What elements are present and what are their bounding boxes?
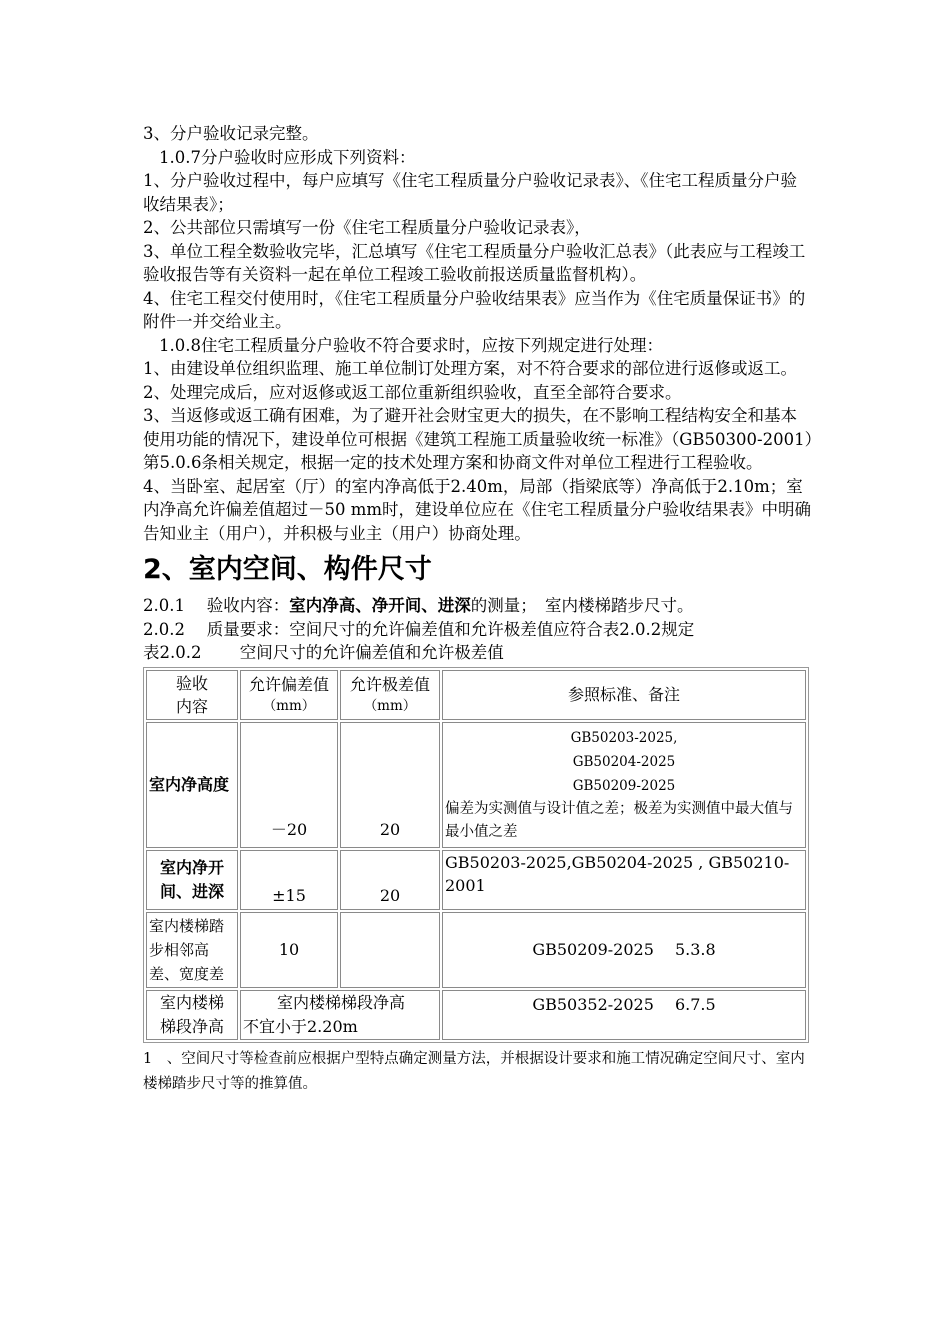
table-row: [146, 990, 806, 1040]
para-107-item-4: 4、住宅工程交付使用时，《住宅工程质量分户验收结果表》应当作为《住宅质量保证书》的附件一并交给业主。: [143, 288, 806, 331]
document-page: [143, 122, 813, 1097]
para-107: 1.0.7分户验收时应形成下列资料：: [159, 147, 416, 167]
para-1: 3、分户验收记录完整。: [143, 124, 319, 143]
clause-201-prefix: 2.0.1 验收内容：: [143, 596, 290, 615]
para-108: 1.0.8住宅工程质量分户验收不符合要求时，应按下列规定进行处理：: [159, 335, 663, 355]
row1-item: 室内净高度: [146, 722, 238, 848]
row4-item: 室内楼梯 梯段净高: [146, 990, 238, 1040]
row3-reference: GB50209-2025 5.3.8: [442, 912, 806, 988]
header-range: 允许极差值 （mm）: [340, 670, 440, 720]
row2-item: 室内净开 间、进深: [146, 850, 238, 910]
row3-deviation: 10: [240, 912, 338, 988]
row2-range: 20: [340, 850, 440, 910]
clause-201-bold: 室内净高、净开间、进深: [289, 596, 471, 615]
para-108-item-4: 4、当卧室、起居室（厅）的室内净高低于2.40m，局部（指梁底等）净高低于2.10m；室内净高允许偏差值超过－50 mm时，建设单位应在《住宅工程质量分户验收结果表》中明确告知业主（用户），并积极与业主（用户）协商处理。: [143, 476, 812, 543]
header-item: 验收 内容: [146, 670, 238, 720]
table-note: 1 、空间尺寸等检查前应根据户型特点确定测量方法，并根据设计要求和施工情况确定空间尺寸、室内楼梯踏步尺寸等的推算值。: [143, 1050, 805, 1092]
table-row: [146, 850, 806, 910]
table-row: [146, 912, 806, 988]
table-header-row: [146, 670, 806, 720]
row2-reference: GB50203-2025,GB50204-2025 , GB50210-2001: [442, 850, 806, 910]
para-107-item-3: 3、单位工程全数验收完毕，汇总填写《住宅工程质量分户验收汇总表》（此表应与工程竣工验收报告等有关资料一起在单位工程竣工验收前报送质量监督机构）。: [143, 241, 806, 284]
clause-201: [143, 594, 813, 618]
table-caption: 表2.0.2 空间尺寸的允许偏差值和允许极差值: [143, 643, 504, 662]
tolerance-table: [143, 667, 809, 1043]
clause-201-suffix: 的测量； 室内楼梯踏步尺寸。: [470, 596, 694, 615]
row2-deviation: ±15: [240, 850, 338, 910]
para-108-item-2: 2、处理完成后，应对返修或返工部位重新组织验收，直至全部符合要求。: [143, 382, 682, 402]
row1-range: 20: [340, 722, 440, 848]
header-deviation: 允许偏差值 （mm）: [240, 670, 338, 720]
row1-reference: GB50203-2025, GB50204-2025 GB50209-2025 偏差为实测值与设计值之差；极差为实测值中最大值与最小值之差: [442, 722, 806, 848]
section-heading: 2、室内空间、构件尺寸: [143, 554, 432, 585]
para-108-item-1: 1、由建设单位组织监理、施工单位制订处理方案，对不符合要求的部位进行返修或返工。: [143, 359, 797, 378]
para-107-item-2: 2、公共部位只需填写一份《住宅工程质量分户验收记录表》，: [143, 218, 591, 237]
row4-requirement: 室内楼梯梯段净高 不宜小于2.20m: [240, 990, 440, 1040]
para-107-item-1: 1、分户验收过程中，每户应填写《住宅工程质量分户验收记录表》、《住宅工程质量分户验收结果表》；: [143, 171, 797, 214]
row3-item: 室内楼梯踏 步相邻高 差、宽度差: [146, 912, 238, 988]
row1-deviation: －20: [240, 722, 338, 848]
para-108-item-3: 3、当返修或返工确有困难，为了避开社会财宝更大的损失，在不影响工程结构安全和基本使用功能的情况下，建设单位可根据《建筑工程施工质量验收统一标准》（GB50300-2001）第5.0.6条相关规定，根据一定的技术处理方案和协商文件对单位工程进行工程验收。: [143, 406, 813, 472]
row4-reference: GB50352-2025 6.7.5: [442, 990, 806, 1040]
header-reference: 参照标准、备注: [442, 670, 806, 720]
table-row: [146, 722, 806, 848]
clause-202: 2.0.2 质量要求：空间尺寸的允许偏差值和允许极差值应符合表2.0.2规定: [143, 619, 695, 639]
row3-range: [340, 912, 440, 988]
